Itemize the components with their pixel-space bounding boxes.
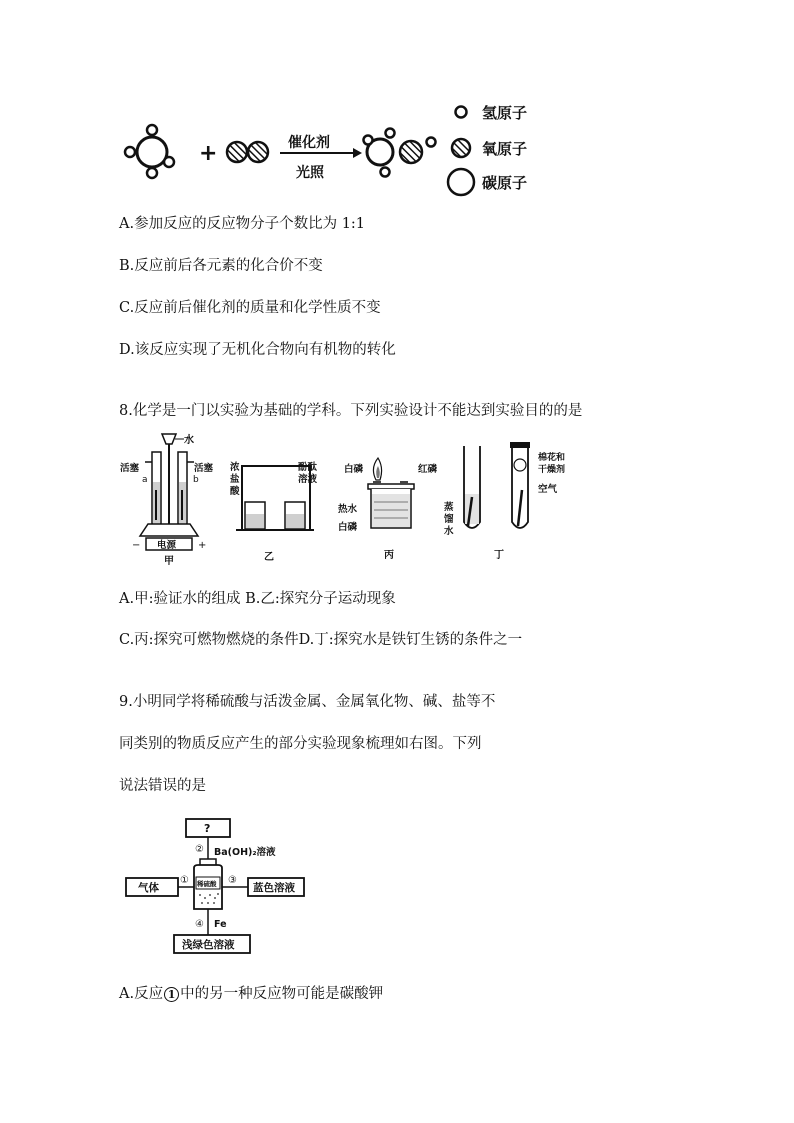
oxygen-label: 氧原子 [482, 140, 528, 158]
caption-yi: 乙 [264, 552, 274, 563]
unknown-label: ? [204, 822, 211, 835]
distilled-label-1: 蒸 [444, 502, 454, 513]
oxygen-atom-icon [452, 139, 470, 157]
hot-water-label: 热水 [338, 504, 358, 515]
q9-stem-line-1: 9.小明同学将稀硫酸与活泼金属、金属氧化物、碱、盐等不 [119, 694, 496, 710]
hydrogen-atom-icon [456, 107, 467, 118]
q7-option-a: A.参加反应的反应物分子个数比为 1:1 [119, 216, 366, 232]
q8-options-ab: A.甲:验证水的组成 B.乙:探究分子运动现象 [119, 591, 396, 607]
yi-left-label-3: 酸 [230, 486, 240, 497]
distilled-label-3: 水 [444, 526, 454, 537]
tube-b-label: b [193, 475, 199, 485]
q7-option-b: B.反应前后各元素的化合价不变 [119, 258, 323, 274]
white-p-label: 白磷 [344, 464, 364, 475]
q8-options-cd: C.丙:探究可燃物燃烧的条件D.丁:探究水是铁钉生锈的条件之一 [119, 632, 523, 648]
q9-option-a-prefix: A.反应 [119, 986, 164, 1002]
cotton-icon [514, 459, 526, 471]
reaction-diagram [115, 95, 555, 205]
green-solution-label: 浅绿色溶液 [182, 939, 235, 951]
cotton-label-2: 干燥剂 [538, 465, 566, 475]
q7-option-c: C.反应前后催化剂的质量和化学性质不变 [119, 300, 381, 316]
yi-right-label-1: 酚酞 [298, 462, 318, 473]
funnel-icon [162, 434, 176, 444]
num-4-label: ④ [195, 919, 204, 930]
power-label: 电源 [157, 540, 177, 551]
q9-reaction-diagram [120, 815, 320, 960]
q8-stem: 8.化学是一门以实验为基础的学科。下列实验设计不能达到实验目的的是 [119, 403, 583, 419]
apparatus-yi [230, 461, 318, 563]
distilled-label-2: 馏 [444, 514, 454, 525]
q9-stem-line-2: 同类别的物质反应产生的部分实验现象梳理如右图。下列 [119, 736, 482, 752]
hydrogen-label: 氢原子 [482, 104, 528, 122]
arrow-head-icon [353, 148, 362, 158]
minus-label: − [132, 540, 141, 551]
cotton-label-1: 棉花和 [538, 453, 566, 463]
caption-ding: 丁 [494, 550, 504, 561]
yi-left-label-2: 盐 [230, 474, 240, 485]
product-molecule [364, 129, 436, 177]
apparatus-jia [120, 433, 214, 567]
atom-legend [448, 104, 527, 195]
white-p-bottom-label: 白磷 [338, 522, 358, 533]
air-label: 空气 [538, 484, 558, 495]
gas-label: 气体 [138, 882, 159, 894]
baoh-label: Ba(OH)₂溶液 [214, 847, 276, 858]
caption-bing: 丙 [384, 550, 394, 561]
bottle-label: 稀硫酸 [197, 880, 217, 888]
caption-jia: 甲 [164, 556, 174, 567]
carbon-label: 碳原子 [482, 174, 528, 192]
plus-label: + [198, 540, 207, 551]
water-label: 水 [184, 435, 194, 446]
num-1-label: ① [180, 875, 189, 886]
valve-left-label: 活塞 [120, 463, 140, 474]
yi-left-label-1: 浓 [230, 462, 240, 473]
yi-right-label-2: 溶液 [298, 474, 318, 485]
num-3-label: ③ [228, 875, 237, 886]
blue-solution-label: 蓝色溶液 [253, 882, 295, 894]
valve-right-label: 活塞 [194, 463, 214, 474]
reactant-molecule-2 [227, 142, 268, 162]
circled-number-1: 1 [164, 987, 179, 1002]
num-2-label: ② [195, 844, 204, 855]
q9-option-a [119, 982, 383, 1003]
tube-a-label: a [142, 475, 148, 485]
apparatus-bing [338, 458, 438, 561]
catalyst-label: 催化剂 [288, 135, 330, 151]
q8-experiments-figure [118, 432, 588, 570]
q9-stem-line-3: 说法错误的是 [119, 778, 206, 794]
apparatus-ding [444, 442, 565, 561]
light-label: 光照 [296, 165, 324, 181]
plus-sign: + [199, 141, 218, 166]
q9-option-a-suffix: 中的另一种反应物可能是碳酸钾 [180, 986, 384, 1002]
fe-label: Fe [214, 919, 227, 930]
red-p-label: 红磷 [418, 464, 438, 475]
q7-option-d: D.该反应实现了无机化合物向有机物的转化 [119, 342, 396, 358]
reactant-molecule-1 [125, 125, 174, 178]
carbon-atom-icon [448, 169, 474, 195]
